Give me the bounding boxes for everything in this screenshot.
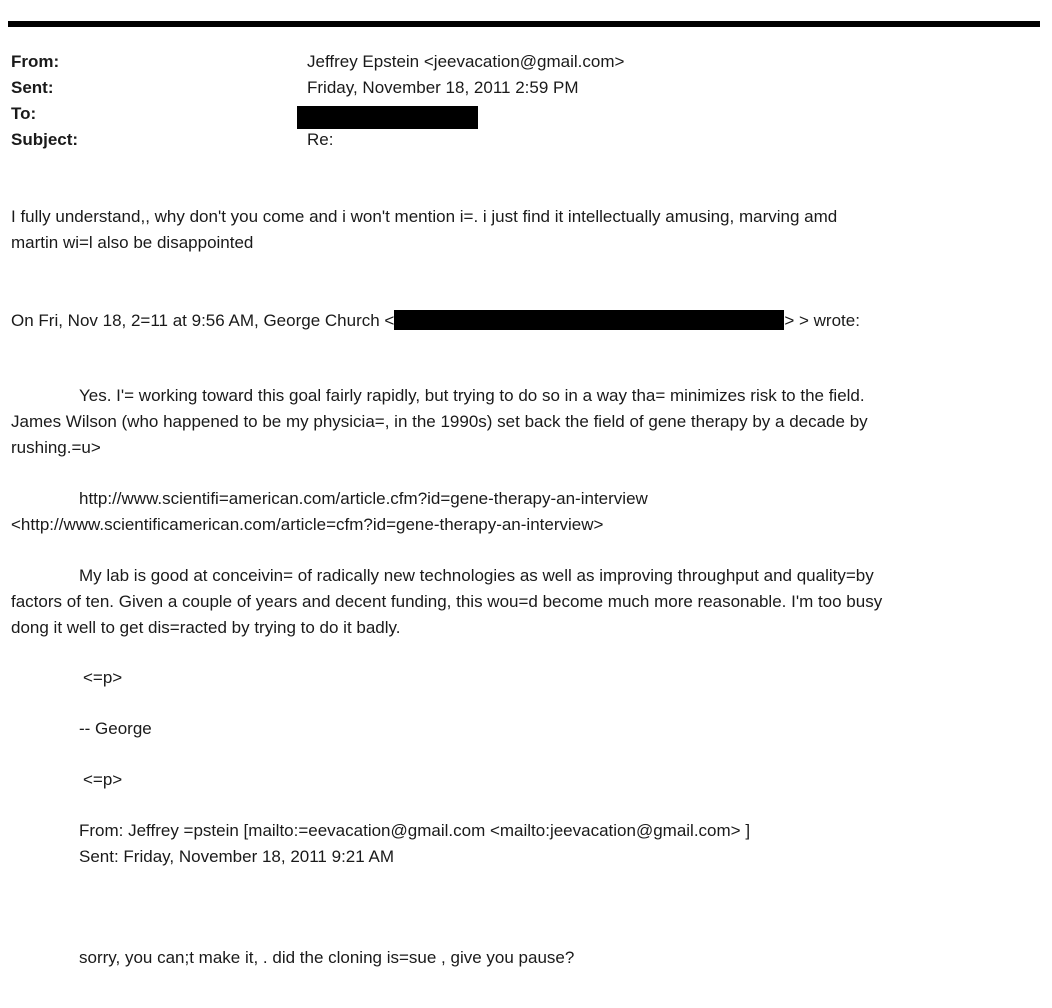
orig-body: sorry, you can;t make it, . did the cloning is=sue , give you pause? [79,948,575,967]
orig-sent: Sent: Friday, November 18, 2011 9:21 AM [79,847,394,866]
link-line-1: http://www.scientifi=american.com/article.cfm?id=gene-therapy-an-interview [79,489,648,508]
to-redaction [297,106,478,129]
p-tag-2: <=p> [83,770,123,789]
from-value: Jeffrey Epstein <jeevacation@gmail.com> [307,52,625,71]
subject-value: Re: [307,130,334,149]
quote-intro-after: > > wrote: [784,311,860,330]
header-top-rule [8,21,1040,27]
sent-value: Friday, November 18, 2011 2:59 PM [307,78,579,97]
reply-line-2: martin wi=l also be disappointed [11,233,254,252]
para1-line-3: rushing.=u> [11,438,101,457]
subject-label: Subject: [11,130,79,149]
para2-line-1: My lab is good at conceivin= of radically new technologies as well as improving throughput and quality=by [79,566,874,585]
from-label: From: [11,52,60,71]
para2-line-2: factors of ten. Given a couple of years and decent funding, this wou=d become much more reasonable. I'm too busy [11,592,883,611]
reply-line-1: I fully understand,, why don't you come and i won't mention i=. i just find it intellectually amusing, marving amd [11,207,838,226]
p-tag-1: <=p> [83,668,123,687]
para1-line-1: Yes. I'= working toward this goal fairly rapidly, but trying to do so in a way tha= minimizes risk to the field. [79,386,865,405]
quote-intro-before: On Fri, Nov 18, 2=11 at 9:56 AM, George Church < [11,311,395,330]
para1-line-2: James Wilson (who happened to be my physicia=, in the 1990s) set back the field of gene therapy by a decade by [11,412,868,431]
quote-intro [11,310,860,331]
sent-label: Sent: [11,78,54,97]
orig-from: From: Jeffrey =pstein [mailto:=eevacation@gmail.com <mailto:jeevacation@gmail.com> ] [79,821,751,840]
link-line-2: <http://www.scientificamerican.com/article=cfm?id=gene-therapy-an-interview> [11,515,604,534]
email-redaction [394,310,784,330]
signature: -- George [79,719,152,738]
para2-line-3: dong it well to get dis=racted by trying to do it badly. [11,618,401,637]
to-label: To: [11,104,37,123]
